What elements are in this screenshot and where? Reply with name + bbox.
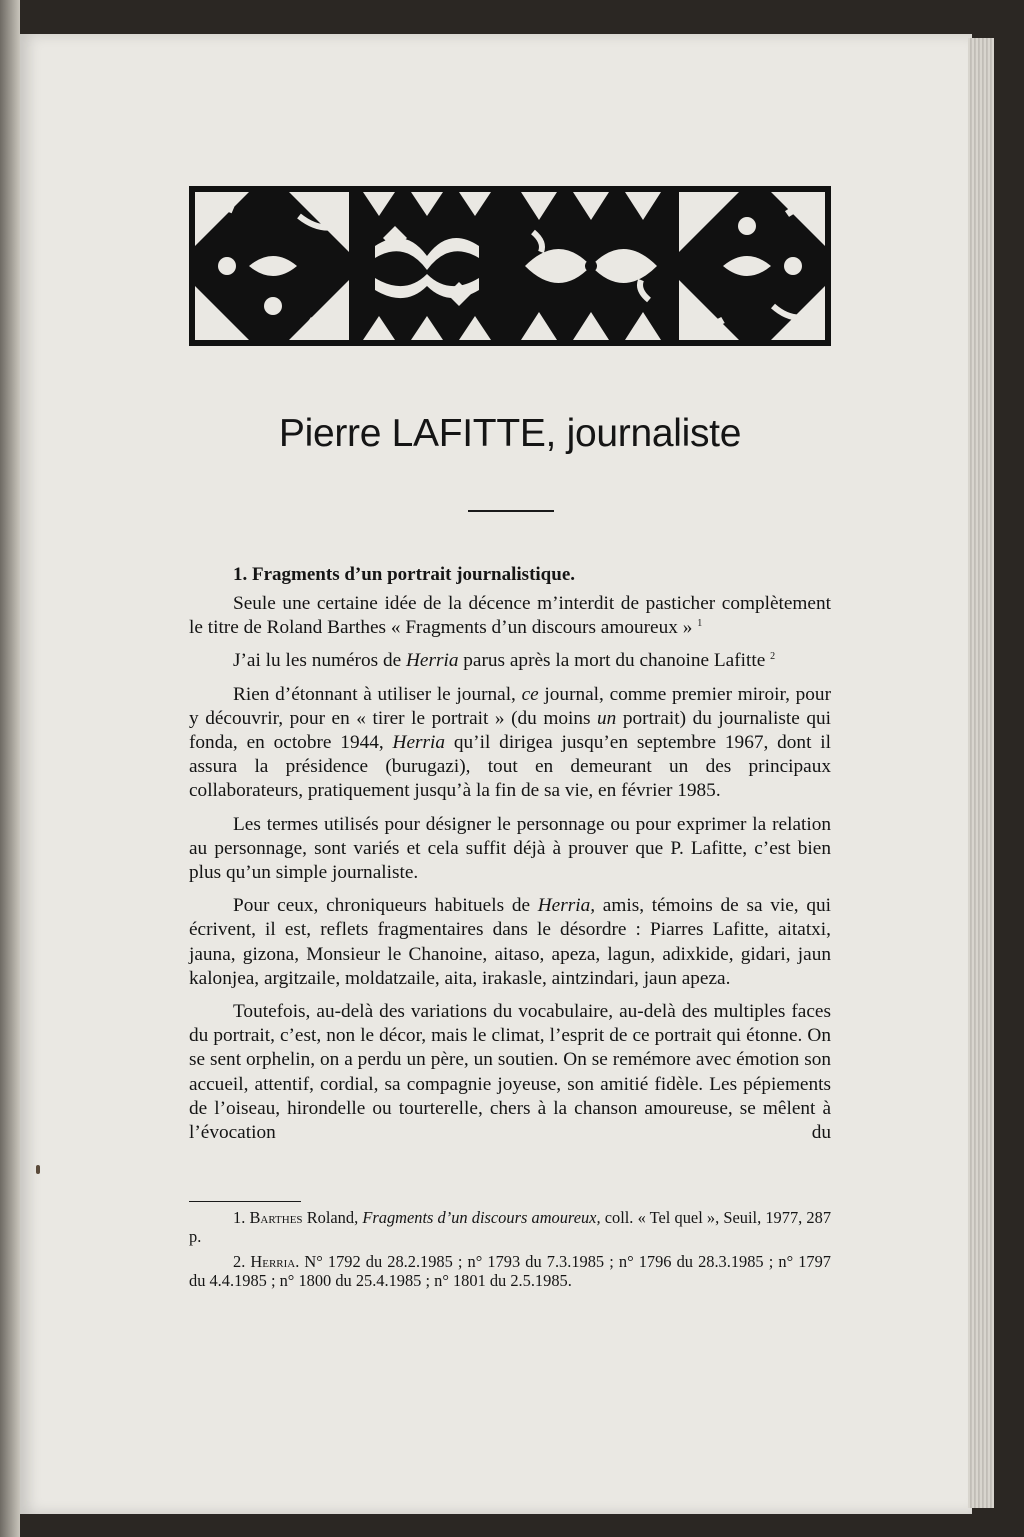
footnote-source: Herria. [250,1252,300,1271]
paragraph [189,649,831,673]
section-heading: 1. Fragments d’un portrait journalistique. [233,564,575,585]
footnote-author: Barthes [249,1208,303,1227]
paragraph: Toutefois, au-delà des variations du vocabulaire, au-delà des multiples faces du portrait, c’est, non le décor, mais le climat, l’esprit de ce portrait qui étonne. On se sent orphelin, on a perdu un père, un soutien. On se remémore avec émotion son accueil, attentif, cordial, sa compagnie joyeuse, son amitié fidèle. Les pépiements de l’oiseau, hirondelle ou tourterelle, chers à la chanson amoureuse, se mêlent à l’évocation du [189,1001,831,1144]
paragraph-text: Rien d’étonnant à utiliser le journal, [233,683,522,705]
footnote-ref: 1 [697,618,703,630]
paragraph-text: parus après la mort du chanoine Lafitte [458,650,766,672]
footnote-number: 2. [233,1252,251,1271]
footnote-2 [189,1252,831,1290]
article-title: Pierre LAFITTE, journaliste [278,412,742,455]
footnote-text: Roland, [302,1208,363,1227]
ornamental-banner [189,186,831,346]
book-title: Fragments d’un discours amoureux, [362,1208,601,1227]
paragraph-text: amis, témoins de sa vie, qui écrivent, il est, reflets fragmentaires dans le désordre : Piarres Lafitte, aitatxi, jauna, gizona, Monsieur le Chanoine, aitaso, apeza, lagun, adixkide, gidari, jaun kalonjea, argitzaile, moldatzaile, aita, irakasle, aintzindari, jaun apeza. [189,895,831,989]
article-body [189,592,831,1154]
ornament-block-middle-right [521,192,661,340]
journal-name: Herria [405,650,459,672]
footnote-text: N° 1792 du 28.2.1985 ; n° 1793 du 7.3.1985 ; n° 1796 du 28.3.1985 ; n° 1797 du 4.4.1985 ; n° 1800 du 25.4.1985 ; n° 1801 du 2.5.1985. [189,1252,831,1290]
footnote-1 [189,1208,831,1246]
footnotes [189,1208,831,1296]
emphasis: un [597,707,617,729]
paragraph-text: journal, comme premier miroir, pour y découvrir, pour en « tirer le portrait » (du moins [189,683,831,729]
page-block-edge [968,38,994,1508]
emphasis: ce [521,683,539,705]
footnote-ref: 2 [770,651,776,663]
paragraph: Les termes utilisés pour désigner le personnage ou pour exprimer la relation au personnage, sont variés et cela suffit déjà à prouver que P. Lafitte, c’est bien plus qu’un simple journaliste. [189,813,831,884]
footnote-text: coll. « Tel quel », Seuil, 1977, 287 p. [189,1208,832,1246]
title-underline [468,510,554,512]
paragraph-text: portrait) du journaliste qui fonda, en octobre 1944, [189,707,831,754]
paragraph-text: Pour ceux, chroniqueurs habituels de [233,895,538,917]
binding-mark [36,1165,40,1174]
journal-name: Herria, [537,895,596,917]
paragraph [189,683,831,804]
paragraph-text: qu’il dirigea jusqu’en septembre 1967, dont il assura la présidence (burugazi), tout en demeurant un des principaux collaborateurs, pratiquement jusqu’à la fin de sa vie, en février 1985. [189,732,831,802]
footnote-number: 1. [233,1208,250,1227]
paragraph [189,894,831,991]
journal-name: Herria [392,732,446,754]
paragraph-text: J’ai lu les numéros de [233,650,406,672]
footnote-separator [189,1201,301,1202]
facing-page-edge [0,0,20,1537]
paragraph-text: Seule une certaine idée de la décence m’interdit de pasticher complètement le titre de Roland Barthes « Fragments d’un discours amoureux » [189,593,831,639]
paragraph [189,592,831,640]
